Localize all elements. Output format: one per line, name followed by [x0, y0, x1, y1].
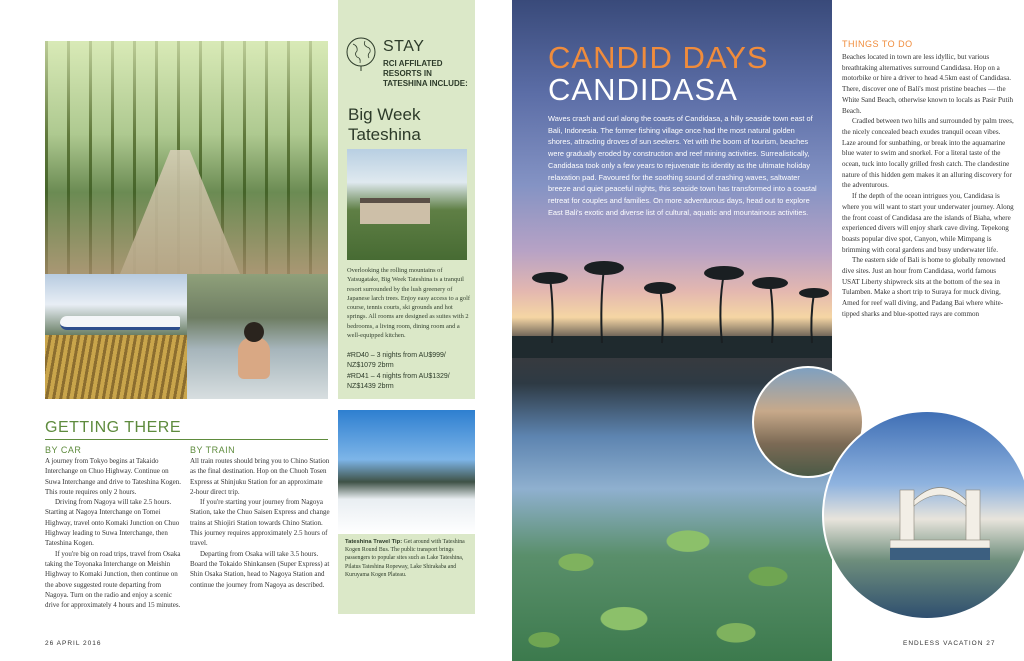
page-folio-right: ENDLESS VACATION 27 — [903, 640, 996, 647]
resort-description: Overlooking the rolling mountains of Yatsugatake, Big Week Tateshina is a tranquil resort surrounded by the lush greenery of Japanese larch trees. Enjoy easy access to a golf course, tennis courts, ski grounds and hot springs. All rooms are designed as suites with 2 bedrooms, a living room, dining room and a well-equipped kitchen. — [347, 267, 470, 340]
by-train-paragraph: If you're starting your journey from Nagoya Station, take the Chuo Saisen Express and change trains at Shiojiri Station towards Chino Station. This journey requires approximately 2.5 hours of travel. — [190, 498, 330, 548]
palm-silhouettes — [512, 248, 832, 358]
by-car-text — [45, 456, 185, 610]
resort-rate-2: #RD41 – 4 nights from AU$1329/ NZ$1439 2brm — [347, 373, 450, 390]
getting-there-heading: GETTING THERE — [45, 419, 181, 436]
things-paragraph: Beaches located in town are less idyllic, but various breathtaking alternatives surround Candidasa. Hop on a motorbike or hire a driver to head 4.5km east of Candidasa. There, discover one of Bali's most pristine beaches — the White Sand Beach, otherwise known to locals as Pasir Putih Beach. — [842, 53, 1014, 115]
by-train-text — [190, 456, 330, 590]
page-folio-left: 26 APRIL 2016 — [45, 640, 102, 647]
shinkansen-train — [60, 316, 180, 330]
rice-field-photo — [45, 335, 187, 399]
bather-head — [244, 322, 264, 342]
travel-tip-body: Get around with Tateshina Kogen Round Bus. The public transport brings passengers to popular sites such as Lake Tateshina, Pilatus Tateshina Ropeway, Lake Shirakaba and Kuruyama Kogen Plateau. — [345, 539, 465, 578]
by-train-paragraph: All train routes should bring you to Chino Station as the final destination. Hop on the Chuoh Tosen Express at Shinjuku Station for an approximate 2-hour direct trip. — [190, 457, 330, 496]
things-to-do-text — [842, 52, 1014, 320]
resort-rate-1: #RD40 – 3 nights from AU$999/ NZ$1079 2brm — [347, 352, 446, 369]
by-car-paragraph: Driving from Nagoya will take 2.5 hours. Starting at Nagoya Interchange on Tomei Highway, travel onto Komaki Junction on Chuo Highway leading to Suwa Interchange, then Tateshina Kogen. — [45, 498, 180, 548]
lily-pads — [512, 520, 832, 661]
article-title-line1: CANDID DAYS — [548, 40, 769, 75]
resort-building — [360, 198, 430, 224]
temple-gate — [890, 470, 990, 560]
travel-tip-text — [345, 538, 470, 579]
stay-title: STAY — [383, 38, 425, 55]
by-train-heading: BY TRAIN — [190, 445, 236, 455]
section-divider — [45, 439, 328, 440]
stay-subtitle: RCI AFFILATED RESORTS IN TATESHINA INCLUDE: — [383, 59, 468, 88]
globe-icon — [345, 36, 377, 72]
things-to-do-heading: THINGS TO DO — [842, 39, 913, 49]
article-intro: Waves crash and curl along the coasts of Candidasa, a hilly seaside town east of Bali, Indonesia. The former fishing village once had the most natural golden shores, attracting droves of sun seekers. Yet with the boom of tourism, beaches were gradually eroded by construction and reef mining activities. Surrealistically, Candidasa took only a few years to rejuvenate its identity as the ultimate holiday relaxation pad. Favoured for the soothing sound of crashing waves, saltwater breeze and quiet peaceful nights, this seaside town has transformed into a coastal retreat for couples and families. On more adventurous days, head out to explore East Bali's exotic and diverse list of cultural, aquatic and mountainous activities. — [548, 114, 817, 217]
things-paragraph: The eastern side of Bali is home to globally renowned dive sites. Just an hour from Candidasa, world famous USAT Liberty shipwreck sits at the bottom of the sea in Tulamben. Make a short trip to Suraya for muck diving, Amed for reef wall diving, and Padang Bai where white-tipped sharks and blue-spotted rays are common — [842, 256, 1006, 318]
by-car-heading: BY CAR — [45, 445, 82, 455]
things-paragraph: Cradled between two hills and surrounded by palm trees, the nicely concealed beach exudes tranquil ocean vibes. Laze around for sunbathing, or break into the aquamarine blue water to swim and snorkel. For a literal taste of the ocean, tuck into locally grilled fresh catch. The clandestine nature of this hidden gem makes it an alluring discovery for the adventurous. — [842, 117, 1014, 190]
by-car-paragraph: A journey from Tokyo begins at Takaido Interchange on Chuo Highway. Continue on Suwa Interchange and drive to Tateshina Kogen. This route requires only 2 hours. — [45, 457, 182, 496]
resort-name: Big Week Tateshina — [348, 105, 421, 144]
travel-tip-label: Tateshina Travel Tip: — [345, 539, 403, 545]
bather-figure — [238, 337, 270, 379]
things-paragraph: If the depth of the ocean intrigues you, Candidasa is where you will want to start your underwater journey. Along the front coast of Candidasa are the islands of Biaha, where experienced divers will enjoy shark cave diving. Tepekong boasts popular dive spot, Canyon, while Mimpang is brimming with coral gardens and busy underwater life. — [842, 192, 1014, 254]
by-train-paragraph: Departing from Osaka will take 3.5 hours. Board the Tokaido Shinkansen (Super Express) at Shin Osaka Station, head to Nagoya Station and continue the journey from Nagoya as described. — [190, 549, 330, 589]
by-car-paragraph: If you're big on road trips, travel from Osaka taking the Toyonaka Interchange on Meishin Highway to Komaki Junction, then continue on the above suggested route departing from Nagoya. Turn on the radio and enjoy a scenic drive for approximately 4 hours and 15 minutes. — [45, 549, 181, 610]
article-title-line2: CANDIDASA — [548, 72, 738, 107]
ski-slope-photo — [338, 410, 475, 534]
